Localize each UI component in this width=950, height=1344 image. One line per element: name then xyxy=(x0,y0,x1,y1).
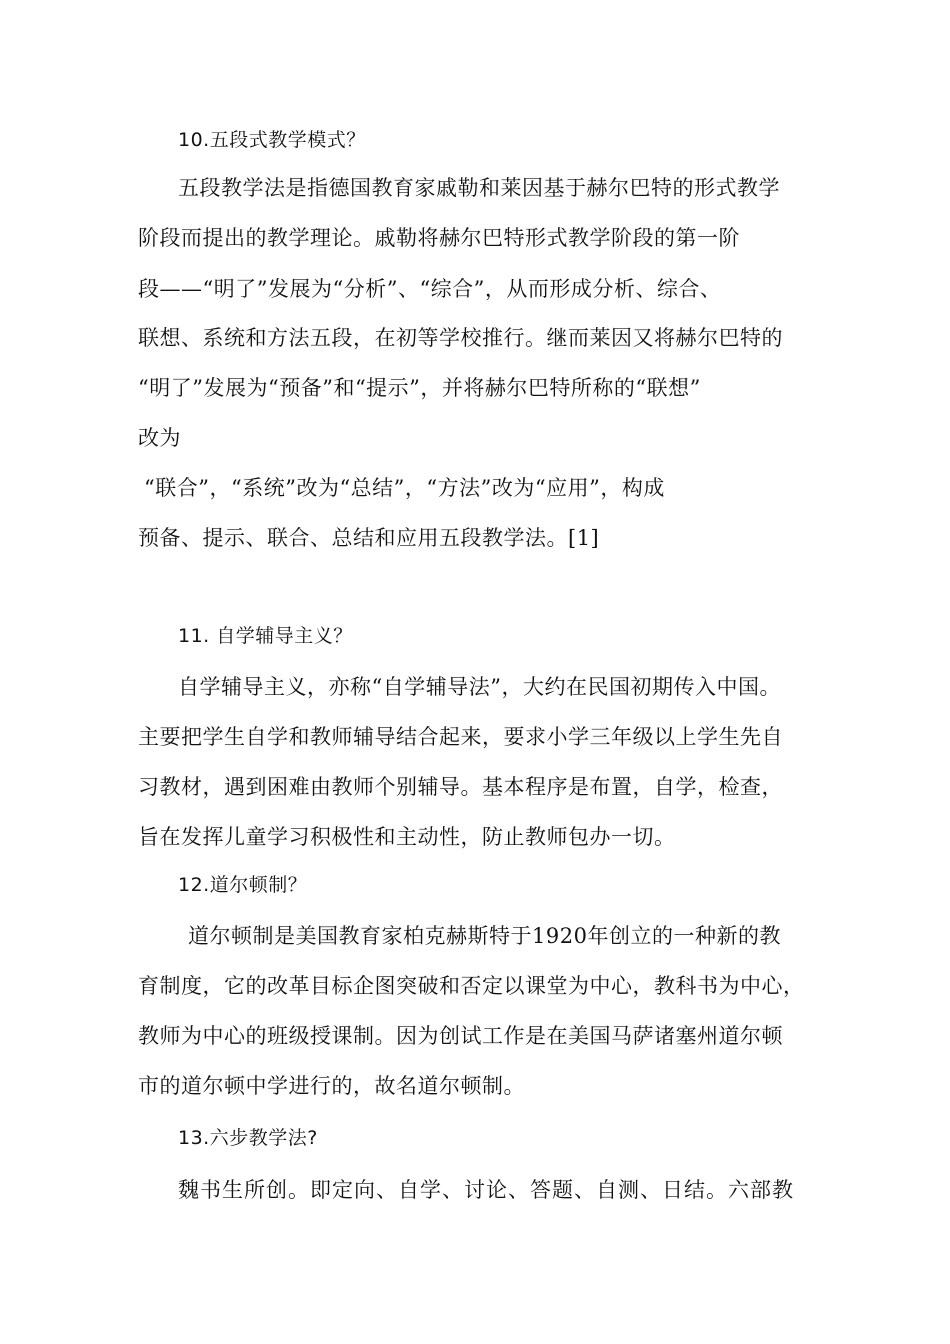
paragraph-line: 市的道尔顿中学进行的，故名道尔顿制。 xyxy=(138,1074,525,1098)
paragraph-line: 预备、提示、联合、总结和应用五段教学法。[1] xyxy=(138,526,600,550)
heading-five-step-teaching-model: 10.五段式教学模式？ xyxy=(178,129,366,151)
paragraph-line: 五段教学法是指德国教育家戚勒和莱因基于赫尔巴特的形式教学 xyxy=(178,176,780,200)
paragraph-line: 教师为中心的班级授课制。因为创试工作是在美国马萨诸塞州道尔顿 xyxy=(138,1024,783,1048)
heading-six-step-teaching-method: 13.六步教学法? xyxy=(178,1127,318,1149)
paragraph-line: 自学辅导主义，亦称“自学辅导法”，大约在民国初期传入中国。 xyxy=(178,675,781,699)
paragraph-line: 联想、系统和方法五段，在初等学校推行。继而莱因又将赫尔巴特的 xyxy=(138,326,783,350)
paragraph-line: 改为 xyxy=(138,426,181,450)
paragraph-line: “明了”发展为“预备”和“提示”，并将赫尔巴特所称的“联想” xyxy=(138,376,701,400)
paragraph-line: 主要把学生自学和教师辅导结合起来，要求小学三年级以上学生先自 xyxy=(138,725,783,749)
heading-dalton-plan: 12.道尔顿制？ xyxy=(178,874,308,896)
paragraph-line: 道尔顿制是美国教育家柏克赫斯特于1920年创立的一种新的教 xyxy=(188,924,781,948)
paragraph-line: 旨在发挥儿童学习积极性和主动性，防止教师包办一切。 xyxy=(138,825,676,849)
paragraph-line: 段——“明了”发展为“分析”、“综合”，从而形成分析、综合、 xyxy=(138,277,722,301)
paragraph-line: 阶段而提出的教学理论。戚勒将赫尔巴特形式教学阶段的第一阶 xyxy=(138,226,740,250)
paragraph-line: 育制度，它的改革目标企图突破和否定以课堂为中心，教科书为中心， xyxy=(138,974,805,998)
paragraph-line: 习教材，遇到困难由教师个别辅导。基本程序是布置，自学，检查， xyxy=(138,775,783,799)
paragraph-line: “联合”，“系统”改为“总结”，“方法”改为“应用”，构成 xyxy=(144,476,665,500)
heading-self-study-guidance: 11. 自学辅导主义？ xyxy=(178,625,353,647)
paragraph-line: 魏书生所创。即定向、自学、讨论、答题、自测、日结。六部教 xyxy=(178,1178,794,1202)
